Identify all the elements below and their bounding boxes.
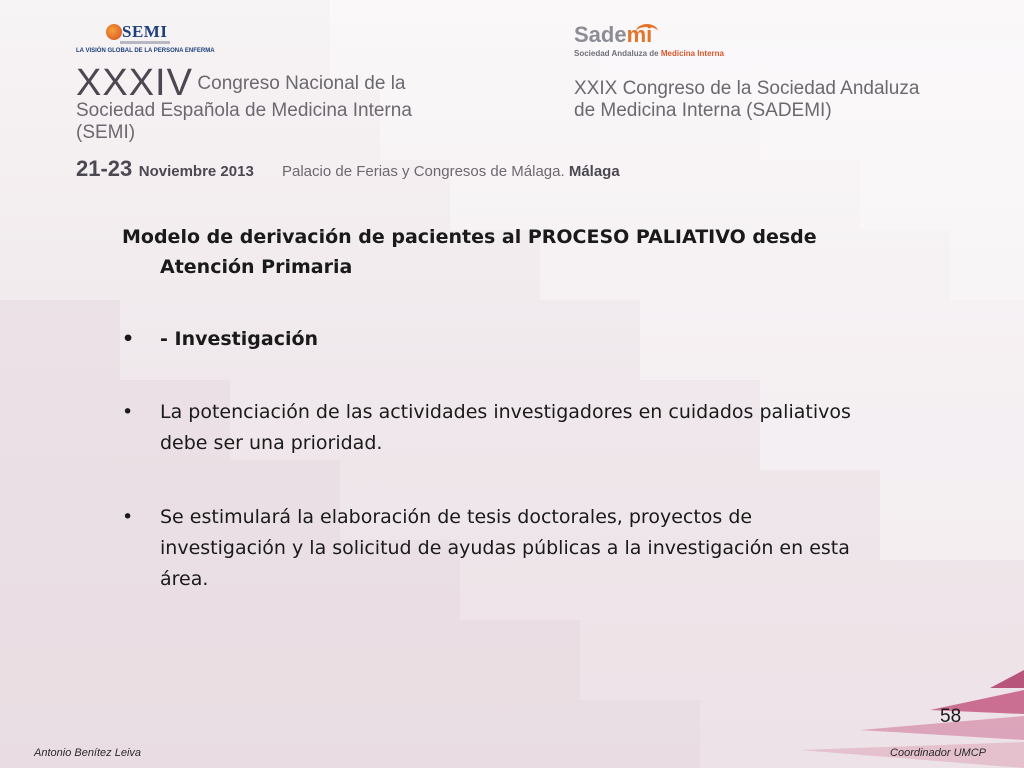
footer-author: Antonio Benítez Leiva <box>34 747 142 759</box>
bullet-text: La potenciación de las actividades investigadores en cuidados paliativos debe ser una prioridad. <box>160 401 851 454</box>
slide-heading: Modelo de derivación de pacientes al PROCESO PALIATIVO desde Atención Primaria <box>122 226 817 278</box>
bullet-item <box>122 324 862 355</box>
congress-semi-edition: XXXIV <box>76 62 193 104</box>
semi-wordmark: SEMI <box>122 22 168 41</box>
slide-content <box>122 222 862 595</box>
congress-semi-line1: Congreso Nacional de la <box>197 73 406 94</box>
semi-logo <box>76 20 216 62</box>
congress-dates-venue <box>76 156 776 182</box>
congress-semi-title <box>76 62 506 144</box>
sademi-wordmark-part1: Sade <box>574 22 627 47</box>
sademi-wordmark-part2: mi <box>626 22 653 47</box>
bullet-text: - Investigación <box>160 328 319 350</box>
footer-role: Coordinador UMCP <box>890 747 986 759</box>
congress-sademi-line2: de Medicina Interna (SADEMI) <box>574 100 832 121</box>
bullet-text: Se estimulará la elaboración de tesis doctorales, proyectos de investigación y la solicitud de ayudas públicas a la investigación en esta área. <box>160 506 850 590</box>
sademi-subtitle <box>574 49 724 58</box>
congress-days: 21-23 <box>76 156 133 181</box>
congress-city: Málaga <box>568 163 620 180</box>
sademi-subtitle-part1: Sociedad Andaluza de <box>574 49 661 58</box>
congress-sademi-line1: XXIX Congreso de la Sociedad Andaluza <box>574 78 920 99</box>
sademi-arc-icon <box>636 24 658 39</box>
congress-venue-name: Palacio de Ferias y Congresos de Málaga. <box>282 163 565 180</box>
congress-venue <box>282 163 620 180</box>
bullet-icon: • <box>122 401 134 423</box>
page-number: 58 <box>940 706 962 727</box>
sademi-subtitle-part2: Medicina Interna <box>660 49 724 58</box>
bullet-item <box>122 397 862 459</box>
semi-logo-subline <box>120 41 170 44</box>
bullet-icon: • <box>122 328 135 350</box>
congress-semi-line2: Sociedad Española de Medicina Interna <box>76 100 412 121</box>
semi-tagline: LA VISIÓN GLOBAL DE LA PERSONA ENFERMA <box>76 48 215 54</box>
sademi-logo <box>574 22 734 60</box>
bullet-icon: • <box>122 506 134 528</box>
congress-month-year: Noviembre 2013 <box>138 163 254 180</box>
congress-sademi-title <box>574 78 1004 122</box>
bullet-item <box>122 502 862 595</box>
congress-semi-line3: (SEMI) <box>76 122 136 143</box>
semi-sun-icon <box>106 24 122 40</box>
